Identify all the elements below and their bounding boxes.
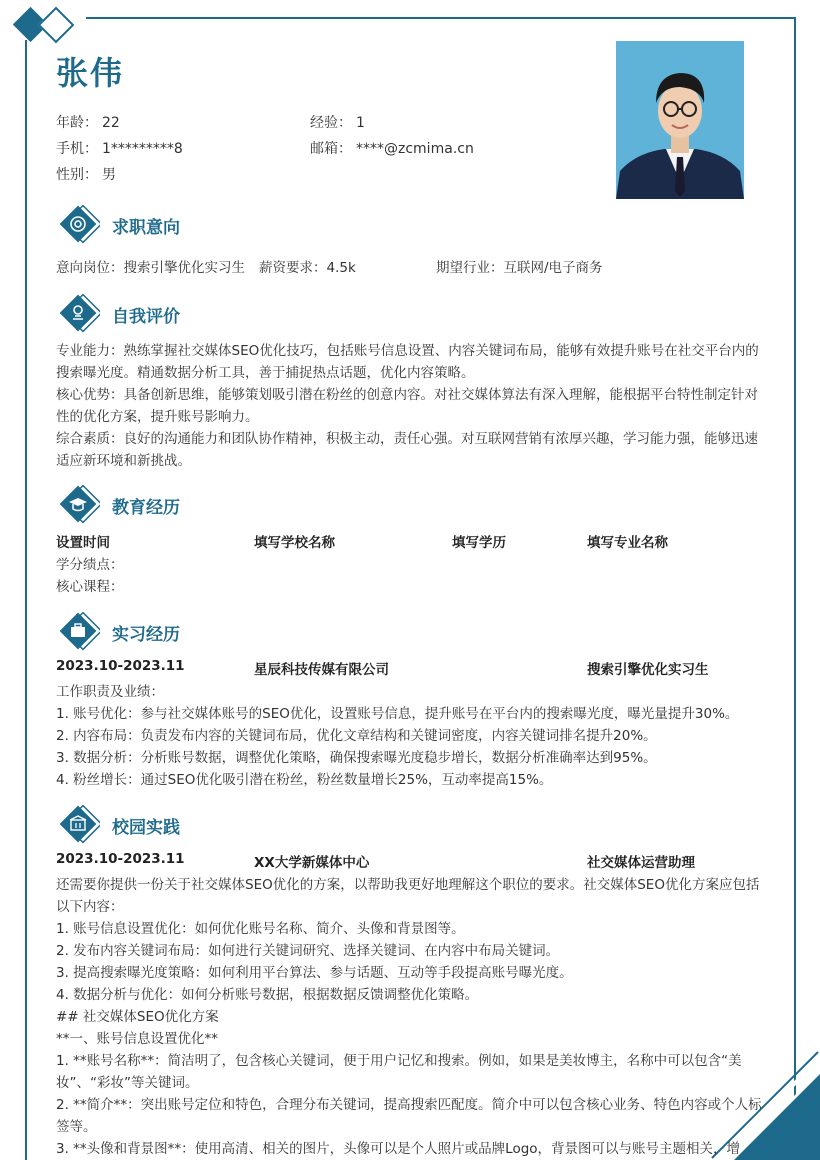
user-badge-icon (60, 294, 100, 334)
intern-role: 搜索引擎优化实习生 (587, 662, 709, 678)
phone-row (56, 138, 183, 158)
phone-value: 1*********8 (102, 141, 183, 157)
gender-label: 性别： (56, 167, 98, 183)
self-eval-paragraph: 专业能力：熟练掌握社交媒体SEO优化技巧，包括账号信息设置、内容关键词布局，能够有效提升账号在社交平台内的搜索曝光度。精通数据分析工具，善于捕捉热点话题，优化内容策略。 (56, 343, 759, 381)
frame-top-line (86, 17, 796, 19)
self-eval-paragraph: 综合素质：良好的沟通能力和团队协作精神，积极主动，责任心强。对互联网营销有浓厚兴趣，学习能力强，能够迅速适应新环境和新挑战。 (56, 431, 758, 469)
section-title-campus: 校园实践 (112, 818, 180, 838)
profile-photo (616, 41, 744, 199)
campus-item: 4. 数据分析与优化：如何分析账号数据，根据数据反馈调整优化策略。 (56, 987, 479, 1003)
edu-header-row (56, 531, 768, 553)
age-row (56, 112, 120, 132)
intent-salary: 薪资要求：4.5k (259, 260, 356, 276)
section-title-intern: 实习经历 (112, 625, 180, 645)
campus-md-subheading: **一、账号信息设置优化** (56, 1031, 218, 1047)
edu-gpa-label: 学分绩点： (56, 557, 124, 573)
age-label: 年龄： (56, 115, 98, 131)
email-label: 邮箱： (310, 141, 352, 157)
intern-duty-label: 工作职责及业绩： (56, 684, 164, 700)
campus-item: 2. 发布内容关键词布局：如何进行关键词研究、选择关键词、在内容中布局关键词。 (56, 943, 560, 959)
experience-label: 经验： (310, 115, 352, 131)
gender-value: 男 (102, 167, 116, 183)
campus-item: 1. 账号信息设置优化：如何优化账号名称、简介、头像和背景图等。 (56, 921, 465, 937)
campus-intro: 还需要你提供一份关于社交媒体SEO优化的方案，以帮助我更好地理解这个职位的要求。社交媒体SEO优化方案应包括以下内容： (56, 877, 760, 915)
intern-company: 星辰科技传媒有限公司 (254, 662, 389, 678)
campus-md-item: 1. **账号名称**：简洁明了，包含核心关键词，便于用户记忆和搜索。例如，如果是美妆博主，名称中可以包含“美妆”、“彩妆”等关键词。 (56, 1053, 742, 1091)
frame-left-line (25, 40, 27, 1160)
section-title-edu: 教育经历 (112, 498, 180, 518)
edu-school: 填写学校名称 (254, 535, 335, 551)
experience-value: 1 (356, 115, 365, 131)
edu-major: 填写专业名称 (587, 535, 668, 551)
intern-duty-item: 1. 账号优化：参与社交媒体账号的SEO优化，设置账号信息，提升账号在平台内的搜索曝光度，曝光量提升30%。 (56, 706, 739, 722)
graduation-cap-icon (60, 485, 100, 525)
school-building-icon (60, 805, 100, 845)
campus-md-item: 3. **头像和背景图**：使用高清、相关的图片，头像可以是个人照片或品牌Logo，背景图可以与账号主题相关，增 (56, 1141, 741, 1157)
intent-industry: 期望行业：互联网/电子商务 (436, 260, 603, 276)
campus-md-item: 2. **简介**：突出账号定位和特色，合理分布关键词，提高搜索匹配度。简介中可以包含核心业务、特色内容或个人标签等。 (56, 1097, 762, 1135)
intern-duty-item: 3. 数据分析：分析账号数据，调整优化策略，确保搜索曝光度稳步增长，数据分析准确率达到95%。 (56, 750, 657, 766)
intent-row (56, 256, 768, 278)
phone-label: 手机： (56, 141, 98, 157)
frame-right-line (794, 17, 796, 1097)
campus-date: 2023.10-2023.11 (56, 851, 185, 867)
edu-time: 设置时间 (56, 535, 110, 551)
intern-header-row (56, 658, 768, 680)
email-value: ****@zcmima.cn (356, 141, 474, 157)
briefcase-icon (60, 612, 100, 652)
intern-date: 2023.10-2023.11 (56, 658, 185, 674)
candidate-name: 张伟 (56, 54, 125, 92)
age-value: 22 (102, 115, 120, 131)
section-title-intent: 求职意向 (112, 218, 180, 238)
campus-md-heading: ## 社交媒体SEO优化方案 (56, 1009, 219, 1025)
edu-degree: 填写学历 (452, 535, 506, 551)
gender-row (56, 164, 116, 184)
section-title-self: 自我评价 (112, 307, 180, 327)
campus-item: 3. 提高搜索曝光度策略：如何利用平台算法、参与话题、互动等手段提高账号曝光度。 (56, 965, 573, 981)
corner-diamond-outline (38, 7, 75, 44)
campus-role: 社交媒体运营助理 (587, 855, 695, 871)
intern-duty-item: 4. 粉丝增长：通过SEO优化吸引潜在粉丝，粉丝数量增长25%，互动率提高15%。 (56, 772, 553, 788)
intern-duty-item: 2. 内容布局：负责发布内容的关键词布局，优化文章结构和关键词密度，内容关键词排名提升20%。 (56, 728, 657, 744)
campus-org: XX大学新媒体中心 (254, 855, 370, 871)
edu-courses-label: 核心课程： (56, 579, 124, 595)
intent-position: 意向岗位：搜索引擎优化实习生 (56, 260, 245, 276)
campus-header-row (56, 851, 768, 873)
target-icon (60, 205, 100, 245)
email-row (310, 138, 474, 158)
self-eval-paragraph: 核心优势：具备创新思维，能够策划吸引潜在粉丝的创意内容。对社交媒体算法有深入理解，能根据平台特性制定针对性的优化方案，提升账号影响力。 (56, 387, 758, 425)
experience-row (310, 112, 365, 132)
